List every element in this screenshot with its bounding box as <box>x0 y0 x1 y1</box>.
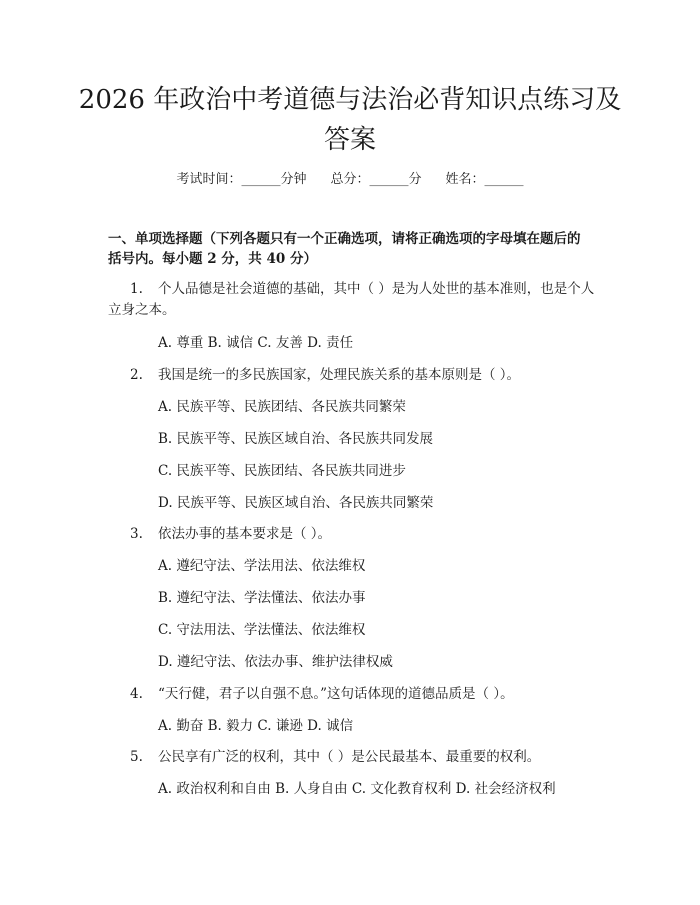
question-text: 我国是统一的多民族国家，处理民族关系的基本原则是（ ）。 <box>158 367 521 383</box>
question-1 <box>108 279 596 321</box>
question-number: 5. <box>130 749 143 765</box>
question-1-option-row: A. 尊重 B. 诚信 C. 友善 D. 责任 <box>158 335 354 351</box>
exam-meta <box>0 168 700 187</box>
exam-name-field: 姓名：______ <box>445 172 524 187</box>
question-text: 公民享有广泛的权利，其中（ ）是公民最基本、最重要的权利。 <box>158 749 541 765</box>
question-number: 1. <box>130 281 143 297</box>
question-number: 3. <box>130 526 143 542</box>
question-2-option-d: D. 民族平等、民族区域自治、各民族共同繁荣 <box>158 495 434 511</box>
question-number: 2. <box>130 367 143 383</box>
question-text: 依法办事的基本要求是（ ）。 <box>158 526 332 542</box>
question-3-option-b: B. 遵纪守法、学法懂法、依法办事 <box>158 590 366 606</box>
section-heading: 一、单项选择题（下列各题只有一个正确选项，请将正确选项的字母填在题后的括号内。每小题 2 分，共 40 分） <box>108 231 581 267</box>
question-4-option-row: A. 勤奋 B. 毅力 C. 谦逊 D. 诚信 <box>158 718 354 734</box>
question-text: “天行健，君子以自强不息。”这句话体现的道德品质是（ ）。 <box>158 686 514 702</box>
question-4 <box>108 684 596 705</box>
exam-total-score: 总分：______分 <box>330 172 422 187</box>
question-2 <box>108 365 596 386</box>
document-title: 2026 年政治中考道德与法治必背知识点练习及答案 <box>78 85 622 155</box>
exam-time: 考试时间：______分钟 <box>176 172 307 187</box>
question-5 <box>108 747 596 768</box>
question-3 <box>108 524 596 545</box>
question-3-option-c: C. 守法用法、学法懂法、依法维权 <box>158 622 366 638</box>
question-number: 4. <box>130 686 143 702</box>
question-3-option-a: A. 遵纪守法、学法用法、依法维权 <box>158 558 366 574</box>
question-2-option-c: C. 民族平等、民族团结、各民族共同进步 <box>158 463 406 479</box>
question-2-option-b: B. 民族平等、民族区域自治、各民族共同发展 <box>158 431 434 447</box>
question-3-option-d: D. 遵纪守法、依法办事、维护法律权威 <box>158 654 393 670</box>
question-text: 个人品德是社会道德的基础，其中（ ）是为人处世的基本准则，也是个人立身之本。 <box>108 281 595 318</box>
question-2-option-a: A. 民族平等、民族团结、各民族共同繁荣 <box>158 399 406 415</box>
question-5-option-row: A. 政治权利和自由 B. 人身自由 C. 文化教育权利 D. 社会经济权利 <box>158 781 556 797</box>
